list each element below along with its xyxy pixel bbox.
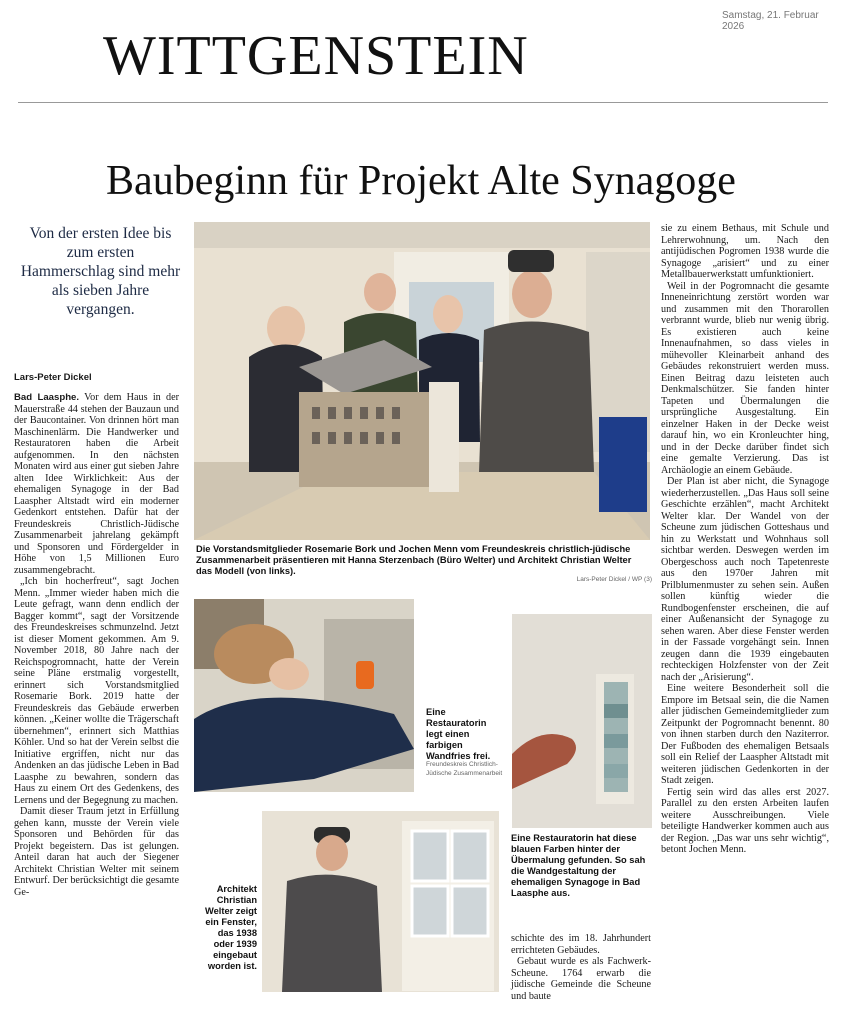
header-divider (18, 102, 828, 103)
paragraph: Gebaut wurde es als Fachwerk-Scheune. 1764 erwarb die jüdische Gemeinde die Scheune und baute (511, 956, 651, 1002)
issue-date: Samstag, 21. Februar 2026 (722, 10, 819, 32)
photo-restorer (194, 599, 414, 792)
paragraph (14, 392, 179, 576)
window-caption: Architekt Christian Welter zeigt ein Fenster, das 1938 oder 1939 eingebaut worden ist. (204, 884, 257, 971)
paragraph: sie zu einem Bethaus, mit Schule und Lehrerwohnung, um. Nach den antijüdischen Pogromen 1938 wurde die Synagoge „arisiert“ und zu einer Metallbauerwerkstatt umfunktioniert. (661, 223, 829, 280)
wall-caption: Eine Restauratorin hat diese blauen Farben hinter der Übermalung gefunden. So sah die Wandgestaltung der ehemaligen Synagoge in Bad Laasphe aus. (511, 833, 646, 898)
paragraph: Damit dieser Traum jetzt in Erfüllung gehen kann, musste der Verein viele Sponsoren und Behörden für das Projekt begeistern. Das ist gelungen. Anteil daran hat auch der Siegener Architekt Christian Welter mit seinem Entwurf. Der berücksichtigt die gesamte Ge- (14, 806, 179, 898)
text-column-1 (14, 392, 179, 898)
text-column-3 (661, 223, 829, 856)
restorer-credit: Freundeskreis Christlich-Jüdische Zusammenarbeit (426, 761, 503, 777)
paragraph: „Ich bin hocherfreut“, sagt Jochen Menn. „Immer wieder haben mich die Leute gefragt, wann denn endlich der Bagger kommt“, sagt der Vorsitzende des Freundeskreises schmunzelnd. Jetzt ist dieser Moment gekommen. Am 9. November 2018, 80 Jahre nach der Reichspogromnacht, hatte der Verein seine Pläne erstmalig vorgestellt, erinnert sich Vorstandsmitglied Rosemarie Bork. 2019 hatte der Freundeskreis das Gebäude erwerben können. „Keiner wollte die Trägerschaft übernehmen“, erinnert sich Matthias Köhler. Und so hat der Verein selbst die Initiative ergriffen, nicht nur das Andenken an das jüdische Leben in Bad Laasphe zu bewahren, sondern das Haus zu einem Ort des Gedenkens, des Lernens und der Begegnung zu machen. (14, 576, 179, 806)
article-teaser: Von der ersten Idee bis zum ersten Hammerschlag sind mehr als sieben Jahre vergangen. (20, 225, 181, 318)
photo-architect-window (262, 811, 499, 992)
paragraph: Fertig sein wird das alles erst 2027. Parallel zu den ersten Arbeiten laufen weitere Ausschreibungen. Viele beteiligte Handwerker kommen auch aus der Region. „Das war uns sehr wichtig“, betont Jochen Menn. (661, 786, 829, 855)
dateline: Bad Laasphe. (14, 392, 80, 403)
article-headline: Baubeginn für Projekt Alte Synagoge (106, 158, 736, 204)
author-byline: Lars-Peter Dickel (14, 372, 92, 383)
paragraph: Der Plan ist aber nicht, die Synagoge wiederherzustellen. „Das Haus soll seine Geschichte erzählen“, macht Architekt Welter klar. Der Wandel von der Scheune zum jüdischen Gotteshaus und hin zu Werkstatt und Wohnhaus soll sichtbar werden. Deswegen werden im Obergeschoss auch noch Tapetenreste aus den 1970er Jahren mit Prilblumenmuster zu sehen sein. Außen sollen künftig wieder die Rundbogenfenster erscheinen, die auf einer Außenansicht der Synagoge zu sehen waren. Aber diese Fenster werden in der Fassade vorgehängt sein. Innen zeugen dann die 1939 eingebauten rechteckigen Holzfenster von der Zeit nach der „Arisierung“. (661, 476, 829, 683)
paragraph-text: Vor dem Haus in der Mauerstraße 44 stehen der Bauzaun und der Baucontainer. Von drinnen hört man Maschinenlärm. Die Handwerker und Restauratoren haben die Arbeit aufgenommen. In den nächsten Monaten wird aus einer gut sieben Jahre alten Idee Wirklichkeit: Aus der ehemaligen Synagoge in der Bad Laaspher Altstadt wird ein moderner Gedenkort entstehen. Dafür hat der Freundeskreis Christlich-Jüdische Zusammenarbeit jahrelang gekämpft und Sponsoren und Fördergelder in Höhe von 1,5 Millionen Euro zusammengebracht. (14, 392, 180, 576)
text-column-2 (511, 933, 651, 1002)
paragraph: Eine weitere Besonderheit soll die Empore im Betsaal sein, die die Namen aller jüdischen Gemeindemitglieder zum Zeitpunkt der Pogromnacht benennt. 80 von ihnen starben durch den Naziterror. Der Fußboden des ehemaligen Betsaals soll ein Relief der Laaspher Altstadt mit weiteren jüdischen Gedenkorten in der Stadt zeigen. (661, 683, 829, 786)
masthead: WITTGENSTEIN (103, 25, 529, 87)
paragraph: Weil in der Pogromnacht die gesamte Inneneinrichtung zerstört worden war und zusammen mit den Thorarollen verbrannt wurde, blieb nur wenig übrig. Es existieren auch keine Innenaufnahmen, so dass vieles in mühevoller Kleinarbeit anhand des Gebäudes rekonstruiert werden muss. Einen Beitrag dazu leisteten auch Denkmalschützer. Sie fanden hinter Tapeten und Übermalungen die ursprüngliche Ausgestaltung. Ein einzelner Haken in der Decke weist darauf hin, wo ein Kronleuchter hing, und in der Decke darüber findet sich eine gemalte Verzierung. Das ist Archäologie an einem Gebäude. (661, 280, 829, 476)
main-photo-caption: Die Vorstandsmitglieder Rosemarie Bork und Jochen Menn vom Freundeskreis christlich-jüdische Zusammenarbeit präsentieren mit Hanna Sterzenbach (Büro Welter) und Architekt Christian Welter das Modell (von links). (196, 544, 632, 576)
photo-model-presentation (194, 222, 650, 540)
restorer-caption: Eine Restauratorin legt einen farbigen Wandfries frei. (426, 707, 491, 761)
paragraph: schichte des im 18. Jahrhundert errichteten Gebäudes. (511, 933, 651, 956)
photo-wall-painting (512, 614, 652, 828)
main-photo-credit: Lars-Peter Dickel / WP (3) (576, 576, 652, 583)
